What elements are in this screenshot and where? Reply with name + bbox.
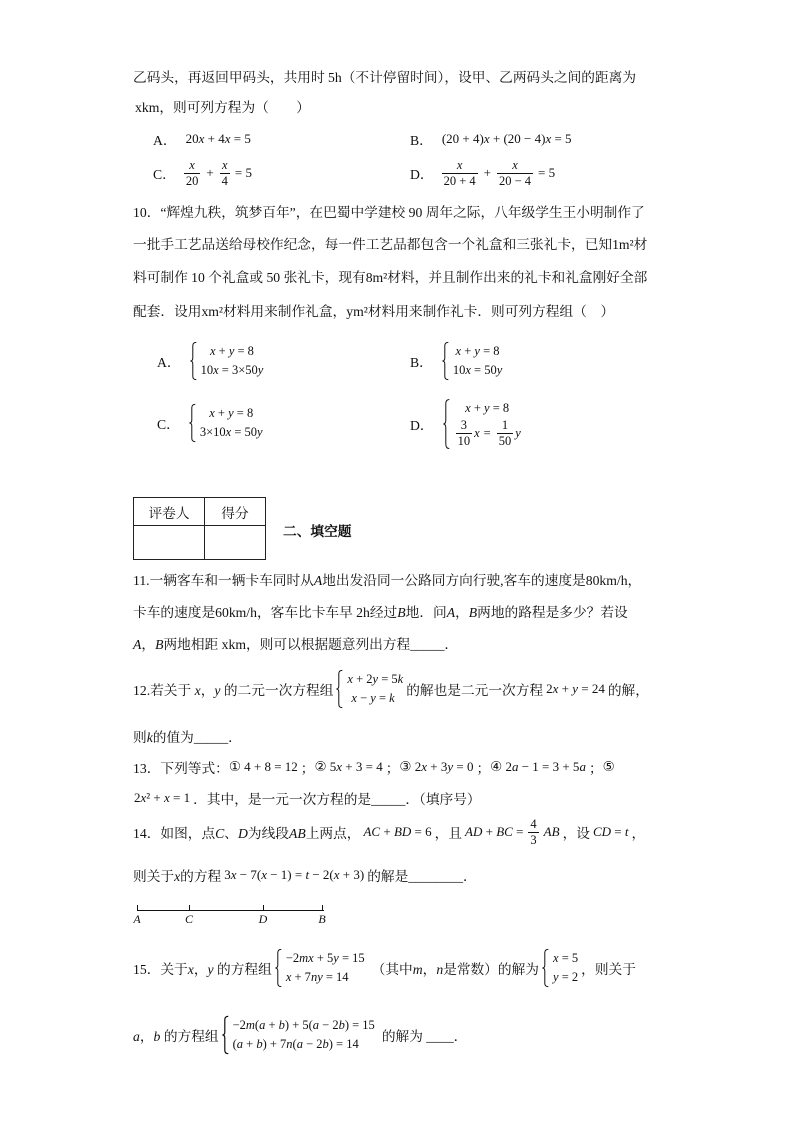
q10-text: 10．“辉煌九秩，筑梦百年”，在巴蜀中学建校 90 周年之际，八年级学生王小明制作了 — [133, 205, 645, 220]
system-equation-2: 10x = 3×50y — [200, 363, 264, 377]
variable: y — [515, 426, 521, 440]
option-label: D． — [410, 167, 434, 182]
fraction — [456, 418, 473, 449]
fraction-numerator: x — [497, 158, 533, 174]
point-label-d: D — [258, 912, 268, 926]
variable: x — [474, 426, 480, 440]
system-rows — [450, 399, 521, 449]
q12-text: 的解也是二元一次方程 — [406, 683, 544, 698]
system-equation-1: −2m(a + b) + 5(a − 2b) = 15 — [232, 1018, 375, 1032]
system-rows — [229, 1016, 375, 1054]
fraction-denominator: 4 — [221, 173, 228, 188]
q15-text: 的解为 ____． — [381, 1029, 468, 1044]
q9-text: 乙码头，再返回甲码头，共用时 5h（不计停留时间），设甲、乙两码头之间的距离为 — [133, 70, 637, 85]
plus-operator: + — [483, 165, 491, 180]
fraction — [497, 418, 514, 449]
item-separator: ； — [588, 761, 603, 776]
option-label: A． — [153, 133, 177, 148]
q12-text: 的解， — [607, 683, 649, 698]
system-rows — [282, 949, 365, 987]
equation-system — [443, 399, 521, 449]
section-title: 二、填空题 — [283, 524, 352, 539]
tick-b — [322, 905, 323, 911]
q13-intro: 13．下列等式： — [133, 761, 229, 776]
equation: 3x − 7(x − 1) = t − 2(x + 3) — [224, 867, 365, 882]
item-expression: 5x + 3 = 4 — [329, 759, 383, 774]
equation: CD = t — [592, 824, 629, 839]
option-label: C． — [153, 167, 176, 182]
q14-text: 的解是________． — [367, 869, 477, 884]
equation: 2x + y = 24 — [546, 681, 605, 696]
system-equation-1: x + y = 8 — [465, 401, 510, 415]
item-separator: ． — [193, 792, 207, 807]
tick-a — [137, 905, 138, 911]
fraction-numerator: x — [220, 158, 230, 174]
q10-option-b — [410, 331, 505, 391]
q11-text: 11.一辆客车和一辆卡车同时从A地出发沿同一公路同方向行驶,客车的速度是80km/h， — [133, 573, 642, 588]
q10-text: 一批手工艺品送给母校作纪念，每一件工艺品都包含一个礼盒和三张礼卡，已知1m²材 — [133, 237, 648, 252]
system-equation-2: 10x = 50y — [452, 363, 503, 377]
item-expression: 2a − 1 = 3 + 5a — [505, 759, 586, 774]
left-brace — [336, 670, 343, 708]
option-expression: 20x + 4x = 5 — [185, 131, 251, 146]
system-rows — [196, 404, 263, 442]
item-expression: 2x² + x = 1 — [134, 790, 191, 805]
fraction-denominator: 20 − 4 — [498, 173, 532, 188]
left-brace — [442, 342, 449, 380]
q13-text: 其中，是一元一次方程的是_____．（填序号） — [206, 792, 481, 807]
q9-text: xkm，则可列方程为（ ） — [135, 100, 310, 115]
option-expression: (20 + 4)x + (20 − 4)x = 5 — [441, 131, 572, 146]
plus-operator: + — [206, 165, 214, 180]
q12-text: 则k的值为_____． — [133, 730, 242, 745]
equals-sign: = — [483, 426, 491, 440]
system-equation-1: x + 2y = 5k — [347, 672, 404, 686]
item-expression: 2x + 3y = 0 — [414, 759, 474, 774]
left-brace — [190, 342, 197, 380]
point-label-c: C — [184, 912, 193, 926]
fraction — [528, 817, 538, 848]
segment-ab-line — [137, 910, 324, 911]
left-brace — [189, 404, 196, 442]
item-marker: ④ — [490, 759, 503, 774]
equation-rhs: = 5 — [234, 165, 253, 180]
option-label: A． — [157, 355, 181, 370]
item-marker: ② — [314, 759, 327, 774]
score-header: 得分 — [205, 498, 266, 526]
q15-text: （其中m，n是常数）的解为 — [371, 962, 539, 977]
option-label: C． — [157, 417, 180, 432]
q11-text: 卡车的速度是60km/h，客车比卡车早 2h经过B地．问A，B两地的路程是多少？若设 — [133, 605, 628, 620]
q10-text: 料可制作 10 个礼盒或 50 张礼卡，现有8m²材料，并且制作出来的礼卡和礼盒刚好全部 — [133, 270, 648, 285]
system-equation-2: (a + b) + 7n(a − 2b) = 14 — [232, 1037, 359, 1051]
option-label: D． — [410, 418, 434, 433]
equation-rhs: = 5 — [538, 165, 556, 180]
q15-text: ，则关于 — [581, 962, 636, 977]
system-equation-2: 3×10x = 50y — [199, 425, 263, 439]
system-equation-1: −2mx + 5y = 15 — [285, 951, 365, 965]
solution-system — [542, 949, 578, 987]
equation-system — [275, 949, 365, 987]
option-label: B． — [410, 355, 433, 370]
q15-line-1 — [133, 938, 636, 998]
solution-equation-2: y = 2 — [553, 970, 579, 984]
left-brace — [443, 399, 450, 449]
fraction-denominator: 20 + 4 — [443, 173, 476, 188]
left-brace — [275, 949, 282, 987]
q15-line-2 — [133, 1005, 467, 1065]
q15-text: 15．关于x，y 的方程组 — [133, 962, 272, 977]
q11-text: A，B两地相距 xkm，则可以根据题意列出方程_____． — [133, 637, 459, 652]
item-marker: ① — [228, 759, 242, 774]
left-brace — [222, 1016, 229, 1054]
item-separator: ； — [476, 761, 491, 776]
fraction-numerator: 3 — [456, 418, 473, 434]
item-marker: ③ — [399, 759, 412, 774]
system-equation-1: x + y = 8 — [209, 406, 254, 420]
system-equation-2: x − y = k — [351, 691, 395, 705]
q15-text: a，b 的方程组 — [133, 1029, 219, 1044]
item-marker: ⑤ — [602, 759, 615, 774]
system-equation-2 — [454, 418, 521, 449]
equation: AC + BD = 6 — [363, 824, 432, 839]
q14-text: 14．如图，点C、D为线段AB上两点， — [133, 826, 361, 841]
system-rows — [197, 342, 264, 380]
equation-system — [222, 1016, 375, 1054]
q12-text: 12.若关于 x，y 的二元一次方程组 — [133, 683, 334, 698]
q14-line-2 — [133, 845, 477, 905]
system-rows — [343, 670, 403, 708]
fraction-denominator: 10 — [457, 434, 471, 448]
system-rows — [449, 342, 502, 380]
grader-header: 评卷人 — [134, 498, 205, 526]
item-expression: 4 + 8 = 12 — [244, 759, 298, 774]
fraction-numerator: 1 — [497, 418, 514, 434]
q10-option-d — [410, 394, 524, 454]
system-equation-1: x + y = 8 — [209, 344, 254, 358]
q14-text: 则关于x的方程 — [133, 869, 222, 884]
fraction-numerator: x — [442, 158, 478, 174]
equation-system — [189, 404, 263, 442]
point-label-b: B — [318, 912, 326, 926]
system-rows — [549, 949, 578, 987]
equation-system — [442, 342, 502, 380]
fraction-numerator: x — [184, 158, 201, 174]
fraction-denominator: 50 — [498, 434, 512, 448]
option-label: B． — [410, 133, 433, 148]
point-label-a: A — [133, 912, 141, 926]
system-equation-2: x + 7ny = 14 — [285, 970, 349, 984]
score-table-header — [134, 498, 266, 526]
equation-rhs: AB — [543, 824, 560, 839]
q10-option-c — [157, 393, 266, 453]
item-separator: ； — [300, 761, 315, 776]
left-brace — [542, 949, 549, 987]
fraction-denominator: 20 — [185, 173, 199, 188]
tick-c — [189, 905, 190, 911]
q14-text: ，且 — [434, 826, 463, 841]
system-equation-1: x + y = 8 — [455, 344, 500, 358]
tick-d — [263, 905, 264, 911]
q10-text: 配套．设用xm²材料用来制作礼盒，ym²材料用来制作礼卡．则可列方程组（ ） — [133, 304, 615, 319]
fraction-numerator: 4 — [530, 816, 537, 831]
solution-equation-1: x = 5 — [553, 951, 579, 965]
q14-text: ，设 — [562, 826, 590, 841]
q10-option-a — [157, 331, 266, 391]
fraction-denominator: 3 — [530, 832, 537, 847]
equation-system — [190, 342, 264, 380]
equation-lhs: AD + BC = — [465, 824, 524, 839]
item-separator: ； — [385, 761, 400, 776]
equation-system — [336, 670, 403, 708]
q14-text: ， — [631, 826, 646, 841]
